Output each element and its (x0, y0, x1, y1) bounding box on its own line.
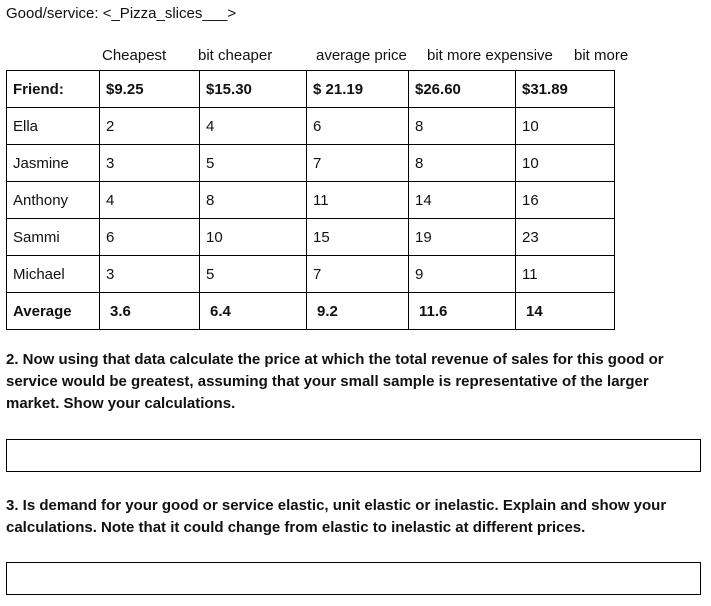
survey-table (6, 70, 615, 330)
table-cell: 23 (516, 219, 615, 256)
table-cell: Ella (7, 108, 100, 145)
table-cell: 14 (516, 293, 615, 330)
column-label-bit-more-expensive: bit more expensive (427, 47, 553, 64)
table-cell: $15.30 (200, 71, 307, 108)
table-cell: 14 (409, 182, 516, 219)
table-cell: $9.25 (100, 71, 200, 108)
column-labels (0, 47, 711, 67)
table-cell: 7 (307, 145, 409, 182)
table-cell: 3.6 (100, 293, 200, 330)
table-cell: 2 (100, 108, 200, 145)
question-2-text: 2. Now using that data calculate the price at which the total revenue of sales for this good or service would be greatest, assuming that your small sample is representative of the larger market. Show your calculations. (6, 351, 664, 412)
question-3-text: 3. Is demand for your good or service elastic, unit elastic or inelastic. Explain and show your calculations. Note that it could change from elastic to inelastic at different prices. (6, 497, 667, 536)
table-cell: 9 (409, 256, 516, 293)
question-3-answer-box[interactable] (6, 562, 701, 595)
table-row (7, 219, 615, 256)
table-cell: Friend: (7, 71, 100, 108)
table-cell: $31.89 (516, 71, 615, 108)
table-cell: 3 (100, 256, 200, 293)
table-cell: 16 (516, 182, 615, 219)
table-cell: 8 (200, 182, 307, 219)
table-cell: 3 (100, 145, 200, 182)
column-label-bit-cheaper: bit cheaper (198, 47, 273, 64)
table-row (7, 182, 615, 219)
table-cell: 6 (307, 108, 409, 145)
table-cell: Average (7, 293, 100, 330)
table-cell: Sammi (7, 219, 100, 256)
table-cell: 9.2 (307, 293, 409, 330)
table-cell: 5 (200, 145, 307, 182)
column-label-average-price: average price (316, 47, 407, 64)
table-cell: $ 21.19 (307, 71, 409, 108)
question-2-answer-box[interactable] (6, 439, 701, 472)
table-cell: 10 (516, 145, 615, 182)
table-cell: 11 (516, 256, 615, 293)
table-cell: Anthony (7, 182, 100, 219)
table-row (7, 108, 615, 145)
table-cell: 6 (100, 219, 200, 256)
table-cell: 5 (200, 256, 307, 293)
table-cell: $26.60 (409, 71, 516, 108)
table-cell: 7 (307, 256, 409, 293)
table-cell: 8 (409, 145, 516, 182)
table-cell: 4 (200, 108, 307, 145)
table-cell: Jasmine (7, 145, 100, 182)
column-label-bit-more: bit more (574, 47, 629, 64)
table-row (7, 256, 615, 293)
table-cell: Michael (7, 256, 100, 293)
table-cell: 11 (307, 182, 409, 219)
table-cell: 11.6 (409, 293, 516, 330)
table-cell: 10 (516, 108, 615, 145)
page-title: Good/service: <_Pizza_slices___> (6, 5, 237, 22)
table-cell: 6.4 (200, 293, 307, 330)
table-header-row (7, 71, 615, 108)
table-cell: 15 (307, 219, 409, 256)
table-average-row (7, 293, 615, 330)
table-row (7, 145, 615, 182)
column-label-cheapest: Cheapest (102, 47, 167, 64)
table-cell: 10 (200, 219, 307, 256)
table-cell: 19 (409, 219, 516, 256)
table-cell: 8 (409, 108, 516, 145)
table-cell: 4 (100, 182, 200, 219)
